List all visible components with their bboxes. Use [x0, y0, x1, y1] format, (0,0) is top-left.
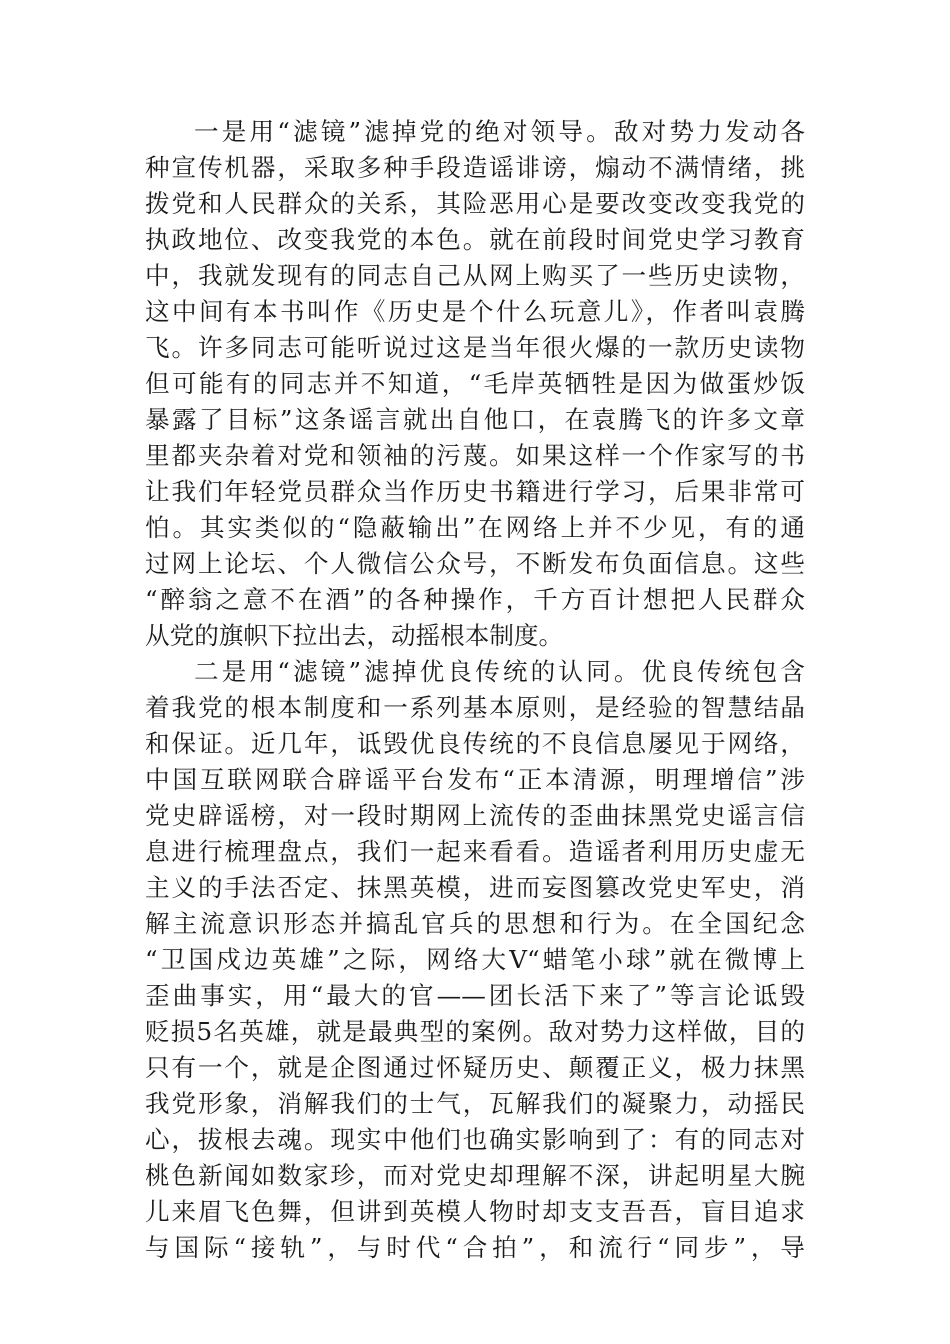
text-line: 与国际“接轨”，与时代“合拍”，和流行“同步”，导: [145, 1233, 805, 1262]
text-line: 拨党和人民群众的关系，其险恶用心是要改变改变我党的: [145, 189, 805, 218]
text-line: 这中间有本书叫作《历史是个什么玩意儿》，作者叫袁腾: [145, 297, 805, 326]
text-line: 我党形象，消解我们的士气，瓦解我们的凝聚力，动摇民: [145, 1089, 805, 1118]
text-line: 让我们年轻党员群众当作历史书籍进行学习，后果非常可: [145, 477, 805, 506]
text-line: 和保证。近几年，诋毁优良传统的不良信息屡见于网络，: [145, 729, 805, 758]
text-line: 党史辟谣榜，对一段时期网上流传的歪曲抹黑党史谣言信: [145, 801, 805, 830]
text-line: 中，我就发现有的同志自己从网上购买了一些历史读物，: [145, 261, 805, 290]
text-line: 从党的旗帜下拉出去，动摇根本制度。: [145, 621, 564, 650]
text-line: 一是用“滤镜”滤掉党的绝对领导。敌对势力发动各: [194, 117, 805, 146]
text-line: 暴露了目标”这条谣言就出自他口，在袁腾飞的许多文章: [145, 405, 805, 434]
text-line: 执政地位、改变我党的本色。就在前段时间党史学习教育: [145, 225, 805, 254]
text-line: 解主流意识形态并搞乱官兵的思想和行为。在全国纪念: [145, 909, 805, 938]
text-line: 只有一个，就是企图通过怀疑历史、颠覆正义，极力抹黑: [145, 1053, 805, 1082]
text-line: 桃色新闻如数家珍，而对党史却理解不深，讲起明星大腕: [145, 1161, 805, 1190]
text-line: 贬损5名英雄，就是最典型的案例。敌对势力这样做，目的: [145, 1017, 805, 1046]
text-line: 中国互联网联合辟谣平台发布“正本清源，明理增信”涉: [145, 765, 805, 794]
text-line: 但可能有的同志并不知道，“毛岸英牺牲是因为做蛋炒饭: [145, 369, 805, 398]
text-line: 怕。其实类似的“隐蔽输出”在网络上并不少见，有的通: [145, 513, 805, 542]
text-line: 心，拔根去魂。现实中他们也确实影响到了：有的同志对: [145, 1125, 805, 1154]
text-line: 主义的手法否定、抹黑英模，进而妄图篡改党史军史，消: [145, 873, 805, 902]
text-line: 里都夹杂着对党和领袖的污蔑。如果这样一个作家写的书: [145, 441, 805, 470]
document-body: [145, 114, 805, 1266]
text-line: 飞。许多同志可能听说过这是当年很火爆的一款历史读物: [145, 333, 805, 362]
text-line: “卫国戍边英雄”之际，网络大V“蜡笔小球”就在微博上: [145, 945, 805, 974]
text-line: 歪曲事实，用“最大的官——团长活下来了”等言论诋毁: [145, 981, 805, 1010]
text-line: 种宣传机器，采取多种手段造谣诽谤，煽动不满情绪，挑: [145, 153, 805, 182]
text-line: “醉翁之意不在酒”的各种操作，千方百计想把人民群众: [145, 585, 805, 614]
text-line: 过网上论坛、个人微信公众号，不断发布负面信息。这些: [145, 549, 805, 578]
text-line: 儿来眉飞色舞，但讲到英模人物时却支支吾吾，盲目追求: [145, 1197, 805, 1226]
text-line: 二是用“滤镜”滤掉优良传统的认同。优良传统包含: [194, 657, 805, 686]
text-line: 息进行梳理盘点，我们一起来看看。造谣者利用历史虚无: [145, 837, 805, 866]
text-line: 着我党的根本制度和一系列基本原则，是经验的智慧结晶: [145, 693, 805, 722]
